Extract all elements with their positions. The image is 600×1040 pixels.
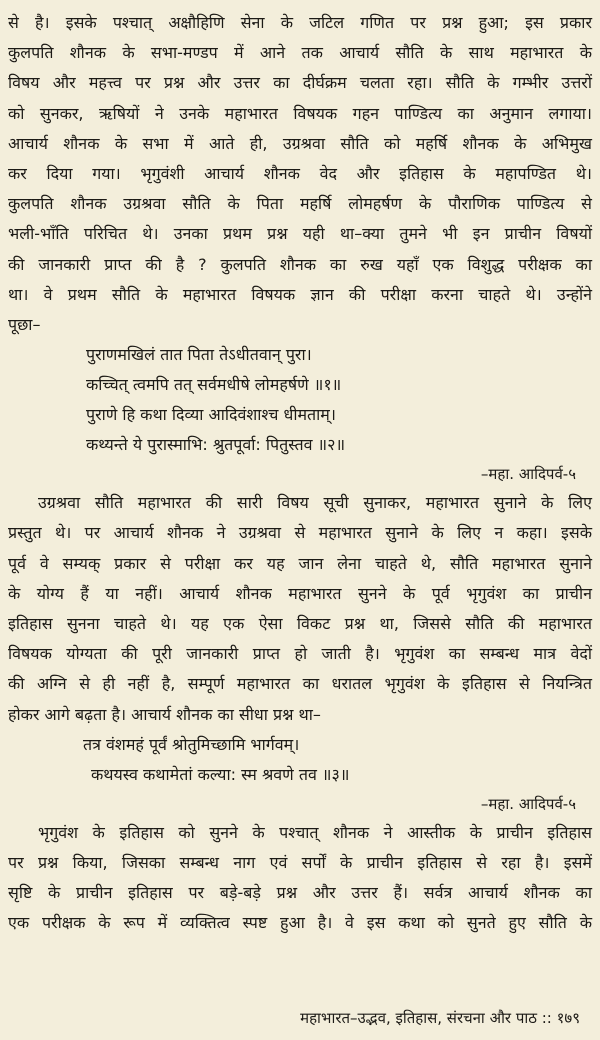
text-line: की अग्नि से ही नहीं है, सम्पूर्ण महाभारत का धरातल भृगुवंश के इतिहास से नियन्त्रित xyxy=(8,674,592,694)
text-line: पूछा– xyxy=(8,315,41,335)
text-line: कर दिया गया। भृगुवंशी आचार्य शौनक वेद और इतिहास के महापण्डित थे। xyxy=(8,164,592,184)
text-line: था। वे प्रथम सौति के महाभारत विषयक ज्ञान की परीक्षा करना चाहते थे। उन्होंने xyxy=(8,284,592,304)
page-footer: महाभारत–उद्भव, इतिहास, संरचना और पाठ :: १७९ xyxy=(300,1009,580,1027)
text-line: उग्रश्रवा सौति महाभारत की सारी विषय सूची सुनाकर, महाभारत सुनाने के लिए xyxy=(38,493,592,513)
paragraph-3 xyxy=(8,818,592,939)
text-line: भली-भाँति परिचित थे। उनका प्रथम प्रश्न यही था–क्या तुमने भी इन प्राचीन विषयों xyxy=(8,224,592,244)
verse-line: कथयस्व कथामेतां कल्या: स्म श्रवणे तव ॥३॥ xyxy=(91,764,350,784)
verse-line: पुराणमखिलं तात पिता तेऽधीतवान् पुरा। xyxy=(86,345,312,365)
paragraph-1 xyxy=(8,8,592,340)
verse-source-1: –महा. आदिपर्व-५ xyxy=(480,465,576,484)
verse-line: तत्र वंशमहं पूर्वं श्रोतुमिच्छामि भार्गवम्। xyxy=(83,734,300,754)
text-line: एक परीक्षक के रूप में व्यक्तित्व स्पष्ट हुआ है। वे इस कथा को सुनते हुए सौति के xyxy=(8,913,592,933)
text-line: की जानकारी प्राप्त की है ? कुलपति शौनक का रुख यहाँ एक विशुद्ध परीक्षक का xyxy=(8,254,592,274)
text-line: प्रस्तुत थे। पर आचार्य शौनक ने उग्रश्रवा से महाभारत सुनाने के लिए न कहा। इसके xyxy=(8,523,592,543)
text-line: विषयक योग्यता की पूरी जानकारी प्राप्त हो जाती है। भृगुवंश का सम्बन्ध मात्र वेदों xyxy=(8,644,592,664)
verse-source-2: –महा. आदिपर्व-५ xyxy=(480,794,576,813)
text-line: को सुनकर, ऋषियों ने उनके महाभारत विषयक गहन पाण्डित्य का अनुमान लगाया। xyxy=(8,103,592,123)
text-line: से है। इसके पश्चात् अक्षौहिणि सेना के जटिल गणित पर प्रश्न हुआ; इस प्रकार xyxy=(8,13,592,32)
text-line: विषय और महत्त्व पर प्रश्न और उत्तर का दीर्घक्रम चलता रहा। सौति के गम्भीर उत्तरों xyxy=(8,73,592,93)
paragraph-2 xyxy=(8,488,592,730)
sanskrit-verse-2 xyxy=(8,730,592,790)
verse-line: कच्चित् त्वमपि तत् सर्वमधीषे लोमहर्षणे ॥१॥ xyxy=(86,375,342,395)
text-line: भृगुवंश के इतिहास को सुनने के पश्चात् शौनक ने आस्तीक के प्राचीन इतिहास xyxy=(38,822,592,842)
text-line: होकर आगे बढ़ता है। आचार्य शौनक का सीधा प्रश्न था– xyxy=(8,704,321,724)
text-line: पर प्रश्न किया, जिसका सम्बन्ध नाग एवं सर्पों के प्राचीन इतिहास से रहा है। इसमें xyxy=(8,853,592,873)
text-line: कुलपति शौनक उग्रश्रवा सौति के पिता महर्षि लोमहर्षण के पौराणिक पाण्डित्य से xyxy=(8,194,592,214)
text-line: कुलपति शौनक के सभा-मण्डप में आने तक आचार्य सौति के साथ महाभारत के xyxy=(8,43,592,63)
text-line: सृष्टि के प्राचीन इतिहास पर बड़े-बड़े प्रश्न और उत्तर हैं। सर्वत्र आचार्य शौनक का xyxy=(8,883,592,903)
verse-line: कथ्यन्ते ये पुरास्माभि: श्रुतपूर्वा: पितुस्तव ॥२॥ xyxy=(86,435,346,455)
verse-line: पुराणे हि कथा दिव्या आदिवंशाश्च धीमताम्। xyxy=(86,405,336,425)
sanskrit-verse-1 xyxy=(8,340,592,460)
text-line: आचार्य शौनक के सभा में आते ही, उग्रश्रवा सौति को महर्षि शौनक के अभिमुख xyxy=(8,133,592,153)
text-line: के योग्य हैं या नहीं। आचार्य शौनक महाभारत सुनने के पूर्व भृगुवंश का प्राचीन xyxy=(8,583,592,603)
text-line: इतिहास सुनना चाहते थे। यह एक ऐसा विकट प्रश्न था, जिससे सौति की महाभारत xyxy=(8,614,592,634)
text-line: पूर्व वे सम्यक् प्रकार से परीक्षा कर यह जान लेना चाहते थे, सौति महाभारत सुनाने xyxy=(8,553,592,573)
